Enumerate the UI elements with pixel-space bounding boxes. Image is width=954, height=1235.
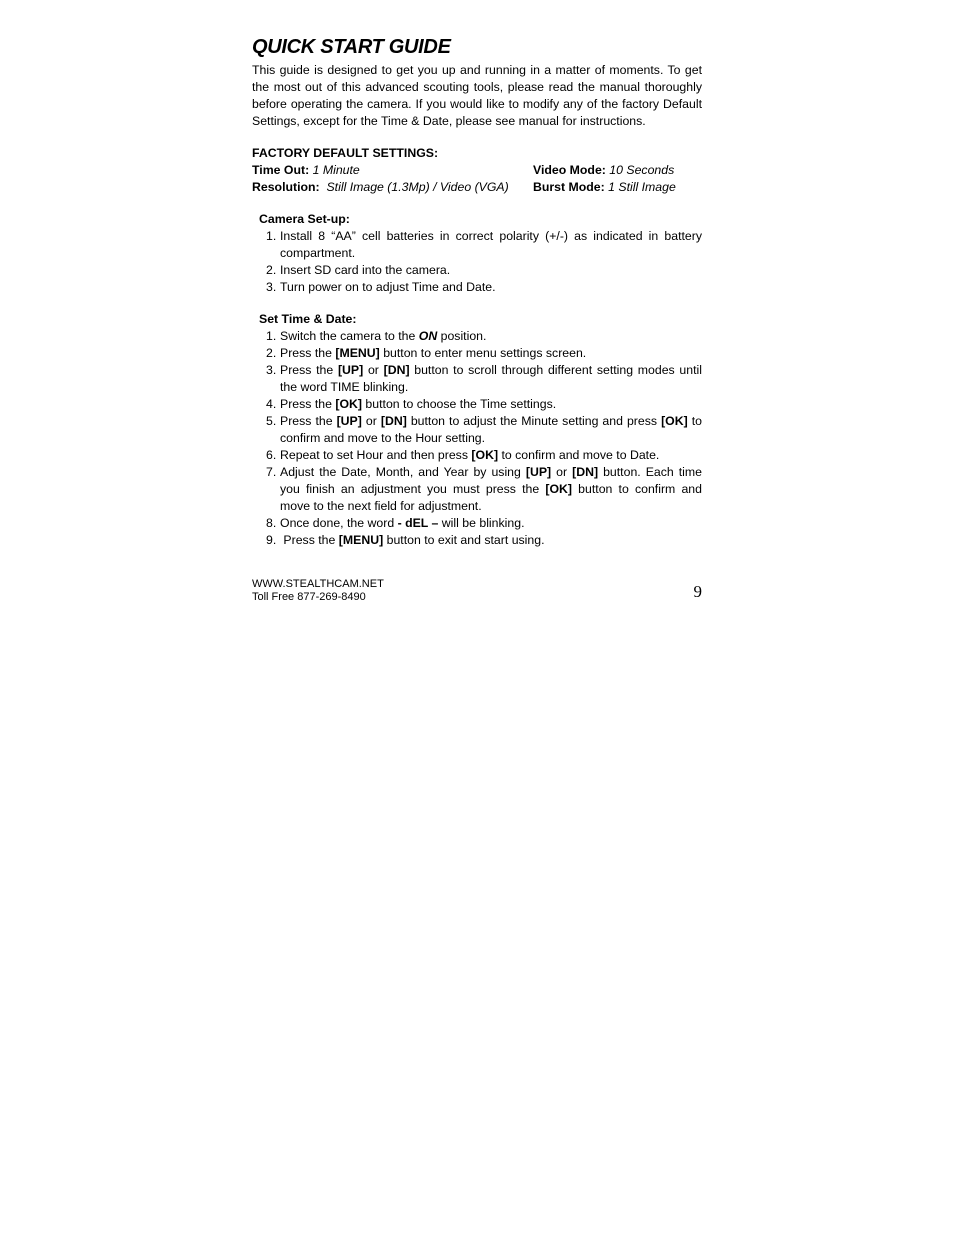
page-footer	[252, 578, 702, 608]
step-text: Turn power on to adjust Time and Date.	[280, 280, 496, 294]
camera-setup-heading: Camera Set-up:	[259, 212, 350, 226]
step-number: 6.	[266, 448, 277, 462]
camera-setup-section	[252, 211, 702, 296]
list-item	[259, 362, 702, 396]
list-item	[259, 262, 702, 279]
setting-label: Time Out:	[252, 163, 310, 177]
footer-contact	[252, 578, 384, 604]
step-text: to confirm and move to the Hour setting.	[280, 414, 702, 445]
step-number: 5.	[266, 414, 277, 428]
menu-key: [MENU]	[338, 533, 384, 547]
set-time-date-heading: Set Time & Date:	[259, 312, 357, 326]
defaults-row	[252, 162, 702, 179]
page-number: 9	[693, 582, 702, 601]
step-text: Repeat to set Hour and then press	[280, 448, 472, 462]
step-text: Press the	[280, 346, 336, 360]
step-number: 2.	[266, 346, 277, 360]
intro-paragraph: This guide is designed to get you up and running in a matter of moments. To get the most out of this advanced scouting tools, please read the manual thoroughly before operating the camera. If you would like to modify any of the factory Default Settings, except for the Time & Date, please see manual for instructions.	[252, 63, 702, 128]
up-key: [UP]	[337, 363, 364, 377]
menu-key: [MENU]	[335, 346, 380, 360]
setting-label: Burst Mode:	[533, 180, 605, 194]
step-text: or	[551, 465, 573, 479]
burst-mode-setting	[533, 179, 676, 196]
step-text: Press the	[280, 397, 336, 411]
up-key: [UP]	[336, 414, 362, 428]
step-number: 2.	[266, 263, 277, 277]
step-text: Adjust the Date, Month, and Year by using	[280, 465, 526, 479]
step-text: to confirm and move to Date.	[498, 448, 660, 462]
step-text: button to scroll through different setting modes until the word TIME blinking.	[280, 363, 702, 394]
step-text: Insert SD card into the camera.	[280, 263, 451, 277]
step-text: Install 8 “AA” cell batteries in correct polarity (+/-) as indicated in battery compartment.	[280, 229, 702, 260]
step-number: 1.	[266, 329, 277, 343]
list-item	[259, 328, 702, 345]
quick-start-page	[252, 34, 702, 549]
step-text: Press the	[280, 414, 337, 428]
time-out-setting	[252, 162, 360, 179]
setting-value: Still Image (1.3Mp) / Video (VGA)	[326, 180, 509, 194]
list-item	[259, 228, 702, 262]
list-item	[259, 515, 702, 532]
dn-key: [DN]	[383, 363, 410, 377]
time-date-steps	[259, 328, 702, 549]
factory-defaults-heading: FACTORY DEFAULT SETTINGS:	[252, 146, 439, 160]
step-number: 4.	[266, 397, 277, 411]
up-key: [UP]	[525, 465, 552, 479]
step-number: 1.	[266, 229, 277, 243]
website-url: WWW.STEALTHCAM.NET	[252, 578, 384, 590]
page-title: QUICK START GUIDE	[252, 36, 451, 58]
setting-label: Resolution:	[252, 180, 320, 194]
ok-key: [OK]	[471, 448, 499, 462]
step-text: button to adjust the Minute setting and press	[406, 414, 662, 428]
step-text: will be blinking.	[438, 516, 525, 530]
list-item	[259, 532, 702, 549]
list-item	[259, 279, 702, 296]
step-text: button to choose the Time settings.	[362, 397, 557, 411]
step-number: 7.	[266, 465, 277, 479]
toll-free-phone: Toll Free 877-269-8490	[252, 591, 366, 603]
step-text: button. Each time you finish an adjustment you must press the	[280, 465, 702, 496]
step-text: Switch the camera to the	[280, 329, 419, 343]
step-text: Once done, the word	[280, 516, 398, 530]
step-number: 3.	[266, 280, 277, 294]
list-item	[259, 413, 702, 447]
ok-key: [OK]	[545, 482, 573, 496]
setting-label: Video Mode:	[533, 163, 606, 177]
list-item	[259, 345, 702, 362]
dn-key: [DN]	[380, 414, 407, 428]
resolution-setting	[252, 179, 509, 196]
defaults-row	[252, 179, 702, 196]
dn-key: [DN]	[572, 465, 599, 479]
ok-key: [OK]	[661, 414, 688, 428]
set-time-date-section	[252, 311, 702, 549]
step-text: or	[363, 363, 384, 377]
setting-value: 10 Seconds	[609, 163, 675, 177]
step-text: button to enter menu settings screen.	[379, 346, 587, 360]
setting-value: 1 Minute	[312, 163, 360, 177]
list-item	[259, 396, 702, 413]
step-text: Press the	[280, 533, 339, 547]
step-text: button to confirm and move to the next field for adjustment.	[280, 482, 702, 513]
camera-setup-steps	[259, 228, 702, 296]
setting-value: 1 Still Image	[608, 180, 676, 194]
list-item	[259, 464, 702, 515]
on-keyword: ON	[418, 329, 438, 343]
step-number: 8.	[266, 516, 277, 530]
factory-defaults-section	[252, 145, 702, 196]
step-number: 3.	[266, 363, 277, 377]
step-text: position.	[437, 329, 487, 343]
step-text: button to exit and start using.	[383, 533, 545, 547]
list-item	[259, 447, 702, 464]
video-mode-setting	[533, 162, 674, 179]
factory-defaults-table	[252, 162, 702, 196]
ok-key: [OK]	[335, 397, 363, 411]
del-keyword: - dEL –	[397, 516, 439, 530]
step-number: 9.	[266, 533, 277, 547]
step-text: Press the	[280, 363, 338, 377]
step-text: or	[361, 414, 381, 428]
